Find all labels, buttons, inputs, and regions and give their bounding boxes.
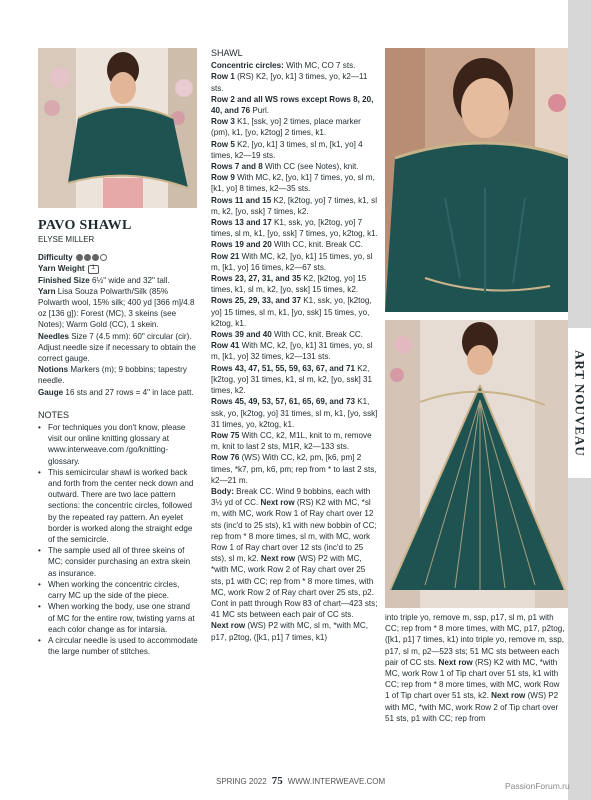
- list-item: • When working the body, use one strand of MC for the entire row, twisting yarns at each color change as for intarsia.: [38, 602, 195, 634]
- shawl-heading: SHAWL: [211, 48, 243, 58]
- list-item: • The sample used all of three skeins of MC; consider purchasing an extra skein as insurance.: [38, 546, 191, 578]
- instruction-paragraph: Rows 23, 27, 31, and 35 K2, [k2tog, yo] 15 times, k1, sl m, k2, [yo, ssk] 15 times, k2.: [211, 274, 367, 295]
- yarn-weight-icon: [88, 265, 99, 274]
- instruction-paragraph: Rows 7 and 8 With CC (see Notes), knit.: [211, 162, 359, 172]
- instruction-paragraph: Rows 39 and 40 With CC, knit. Break CC.: [211, 330, 364, 340]
- yarn-weight-label: Yarn Weight: [38, 264, 85, 274]
- instruction-paragraph: Row 2 and all WS rows except Rows 8, 20, 40, and 76 Purl.: [211, 94, 374, 116]
- instructions-continued-column: into triple yo, remove m, ssp, p17, sl m, p1 with CC; rep from * 8 more times, with MC, p17, p2tog, ([k1, p1] 7 times, k1) into triple yo, remove m, ssp, p17, sl m, p2—523 sts; 51 MC sts between each pair of CC sts. Next row (RS) K2 with MC, *with MC, work Row 1 of Tip chart over 51 sts, k1 with CC; rep from * 8 more times, with MC, work Row 1 of Tip chart over 51 sts, k2. Next row (WS) P2 with MC, *with MC, work Row 2 of Tip chart over 51 sts, p1 with CC; rep from: [385, 613, 565, 723]
- yarn-weight-value: 1: [91, 265, 95, 272]
- footer-url: WWW.INTERWEAVE.COM: [287, 777, 386, 786]
- spec-finished-size: Finished Size 6½" wide and 32" tall.: [38, 275, 170, 285]
- difficulty-dot-filled-icon: [92, 254, 99, 261]
- watermark: PassionForum.ru: [505, 781, 570, 791]
- designer-name: ELYSE MILLER: [38, 235, 95, 244]
- instruction-paragraph: Concentric circles: With MC, CO 7 sts.: [211, 61, 356, 71]
- difficulty-dot-filled-icon: [76, 254, 83, 261]
- difficulty-dot-empty-icon: [100, 254, 107, 261]
- instruction-paragraph: Rows 11 and 15 K2, [k2tog, yo] 7 times, k1, sl m, k2, [yo, ssk] 7 times, k2.: [211, 195, 377, 216]
- instruction-paragraph: Row 75 With CC, k2, M1L, knit to m, remove m, knit to last 2 sts, M1R, k2—133 sts.: [211, 430, 372, 452]
- photo-model-top-left: [38, 48, 197, 208]
- list-item: • This semicircular shawl is worked back and forth from the center neck down and outward. There are two lace pattern sections: the concentric circles, followed by the repeated ray pattern. An eyelet border is worked along the straight edge of the semicircle.: [38, 467, 194, 545]
- yarn-weight-row: [38, 263, 198, 274]
- instruction-paragraph: Row 5 K2, [yo, k1] 3 times, sl m, [k1, yo] 4 times, k2—19 sts.: [211, 139, 363, 160]
- section-tab: ART NOUVEAU: [568, 328, 591, 478]
- list-item: • When working the concentric circles, carry MC up the side of the piece.: [38, 579, 180, 601]
- instruction-paragraph: Row 1 (RS) K2, [yo, k1] 3 times, yo, k2—11 sts.: [211, 72, 368, 93]
- pattern-title: PAVO SHAWL: [38, 218, 132, 233]
- spec-yarn: Yarn Lisa Souza Polwarth/Silk (85% Polwarth wool, 15% silk; 400 yd [366 m]/4.8 oz [136 g]): Forest (MC), 3 skeins (see Notes); Warm Gold (CC), 1 skein.: [38, 286, 195, 330]
- spec-needles: Needles Size 7 (4.5 mm): 60" circular (cir). Adjust needle size if necessary to obtain the correct gauge.: [38, 331, 196, 364]
- instruction-paragraph: Row 21 With MC, k2, [yo, k1] 15 times, yo, sl m, [k1, yo] 16 times, k2—67 sts.: [211, 251, 373, 272]
- instruction-paragraph: Row 41 With MC, k2, [yo, k1] 31 times, yo, sl m, [k1, yo] 32 times, k2—131 sts.: [211, 341, 373, 362]
- instruction-paragraph: Rows 25, 29, 33, and 37 K1, ssk, yo, [k2tog, yo] 15 times, sl m, k1, [yo, ssk] 15 times, yo, k2tog, k1.: [211, 296, 372, 328]
- spec-notions: Notions Markers (m); 9 bobbins; tapestry needle.: [38, 365, 187, 386]
- instruction-paragraph: Rows 45, 49, 53, 57, 61, 65, 69, and 73 K1, ssk, yo, [k2tog, yo] 31 times, sl m, k1, [yo, ssk] 31 times, yo, k2tog, k1.: [211, 397, 378, 429]
- instructions-column: [211, 48, 378, 643]
- notes-list: [38, 422, 198, 657]
- photo-model-top-right: [385, 48, 570, 312]
- difficulty-row: [38, 252, 198, 263]
- difficulty-dot-filled-icon: [84, 254, 91, 261]
- instruction-paragraph: Row 3 K1, [ssk, yo] 2 times, place marker (pm), k1, [yo, k2tog] 2 times, k1.: [211, 117, 361, 138]
- list-item: • For techniques you don't know, please visit our online knitting glossary at www.interweave.com /go/knitting-glossary.: [38, 423, 186, 466]
- photo-model-bottom-right: [385, 320, 570, 608]
- difficulty-rating: [76, 254, 107, 261]
- page-number: 75: [271, 775, 283, 787]
- instruction-paragraph: Row 76 (WS) With CC, k2, pm, [k6, pm] 2 times, *k7, pm, k6, pm; rep from * to last 2 sts, k2—21 m.: [211, 453, 377, 485]
- list-item: • A circular needle is used to accommodate the large number of stitches.: [38, 635, 198, 657]
- instruction-paragraph: Rows 43, 47, 51, 55, 59, 63, 67, and 71 K2, [k2tog, yo] 31 times, k1, sl m, k2, [yo, ssk] 31 times, k2.: [211, 363, 373, 396]
- notes-heading: NOTES: [38, 409, 70, 420]
- instruction-paragraph: Row 9 With MC, k2, [yo, k1] 7 times, yo, sl m, [k1, yo] 8 times, k2—35 sts.: [211, 173, 375, 194]
- instruction-paragraph: Rows 13 and 17 K1, ssk, yo, [k2tog, yo] 7 times, sl m, k1, [yo, ssk] 7 times, yo, k2tog, k1.: [211, 218, 378, 239]
- instruction-paragraph: Rows 19 and 20 With CC, knit. Break CC.: [211, 240, 364, 250]
- footer-issue: SPRING 2022: [216, 777, 267, 786]
- instruction-paragraph: Next row (WS) P2 with MC, sl m, *with MC, p17, p2tog, ([k1, p1] 7 times, k1): [211, 621, 368, 642]
- difficulty-label: Difficulty: [38, 253, 73, 263]
- pattern-column: [38, 218, 198, 657]
- spec-gauge: Gauge 16 sts and 27 rows = 4" in lace patt.: [38, 387, 194, 397]
- instruction-paragraph: Body: Break CC. Wind 9 bobbins, each with 3½ yd of CC. Next row (RS) K2 with MC, *sl m, with MC, work Row 1 of Ray chart over 12 sts (inc'd to 25 sts), k1 with new bobbin of CC; rep from * 8 more times, sl m, with MC, work Row 1 of Ray chart over 12 sts (inc'd to 25 sts), sl m, k2. Next row (WS) P2 with MC, *with MC, work Row 2 of Ray chart over 25 sts, p1 with CC; rep from * 8 more times, with MC, work Row 2 of Ray chart over 25 sts, p2. Cont in patt through Row 83 of chart—423 sts; 41 MC sts between each pair of CC sts.: [211, 486, 378, 620]
